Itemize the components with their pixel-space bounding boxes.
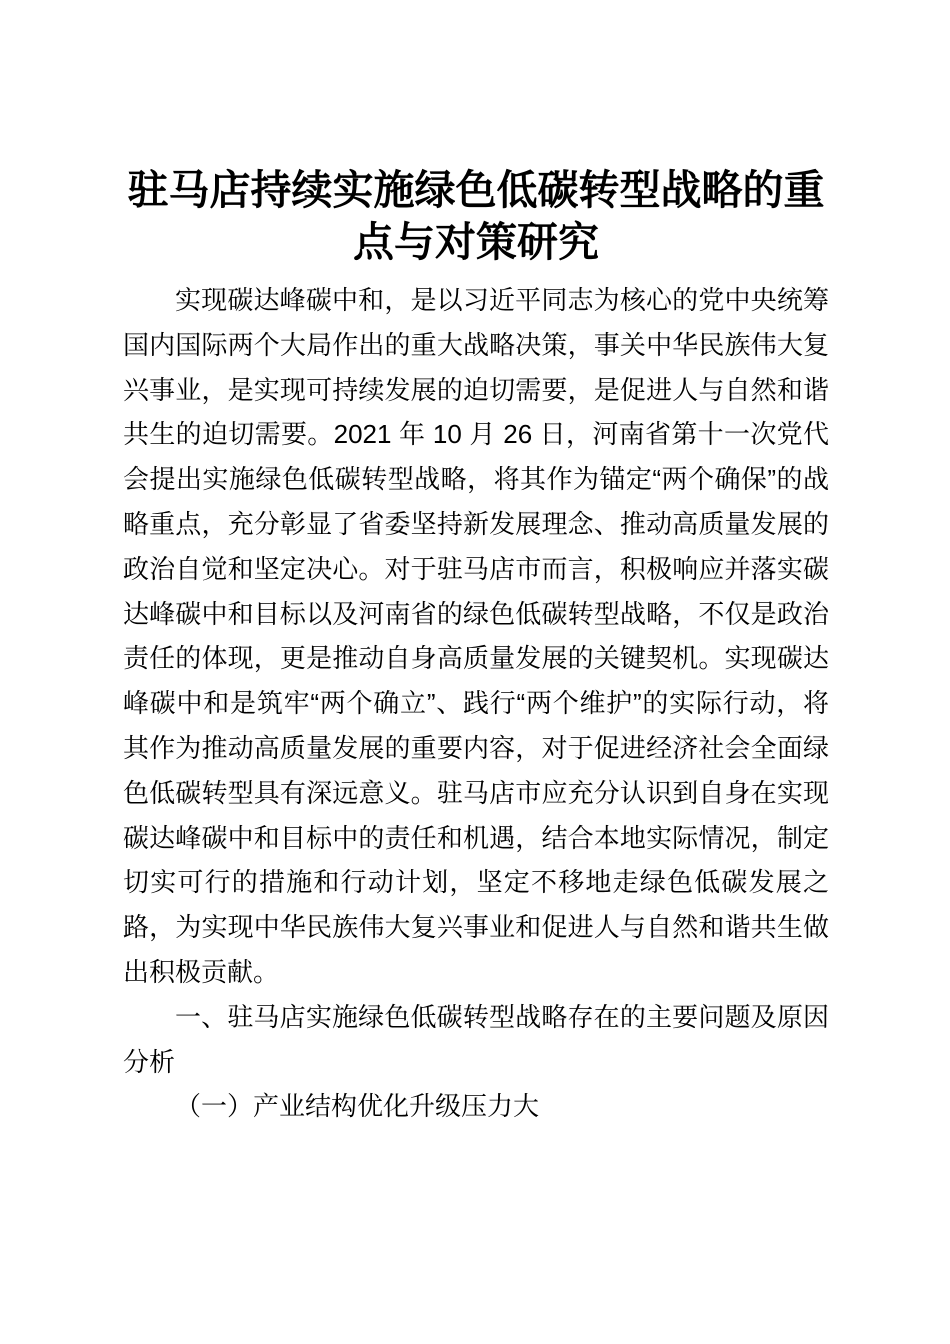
paragraph-intro: 实现碳达峰碳中和，是以习近平同志为核心的党中央统筹国内国际两个大局作出的重大战略决策，事关中华民族伟大复兴事业，是实现可持续发展的迫切需要，是促进人与自然和谐共生的迫切需要。2021 年 10 月 26 日，河南省第十一次党代会提出实施绿色低碳转型战略，将其作为锚定“两个确保”的战略重点，充分彰显了省委坚持新发展理念、推动高质量发展的政治自觉和坚定决心。对于驻马店市而言，积极响应并落实碳达峰碳中和目标以及河南省的绿色低碳转型战略，不仅是政治责任的体现，更是推动自身高质量发展的关键契机。实现碳达峰碳中和是筑牢“两个确立”、践行“两个维护”的实际行动，将其作为推动高质量发展的重要内容，对于促进经济社会全面绿色低碳转型具有深远意义。驻马店市应充分认识到自身在实现碳达峰碳中和目标中的责任和机遇，结合本地实际情况，制定切实可行的措施和行动计划，坚定不移地走绿色低碳发展之路，为实现中华民族伟大复兴事业和促进人与自然和谐共生做出积极贡献。 [123,285,829,987]
subsection-heading-1-1: （一）产业结构优化升级压力大 [175,1091,540,1122]
document-title: 驻马店持续实施绿色低碳转型战略的重点与对策研究 [127,167,825,265]
section-heading-1: 一、驻马店实施绿色低碳转型战略存在的主要问题及原因分析 [123,1001,829,1077]
document-body [123,278,829,1129]
